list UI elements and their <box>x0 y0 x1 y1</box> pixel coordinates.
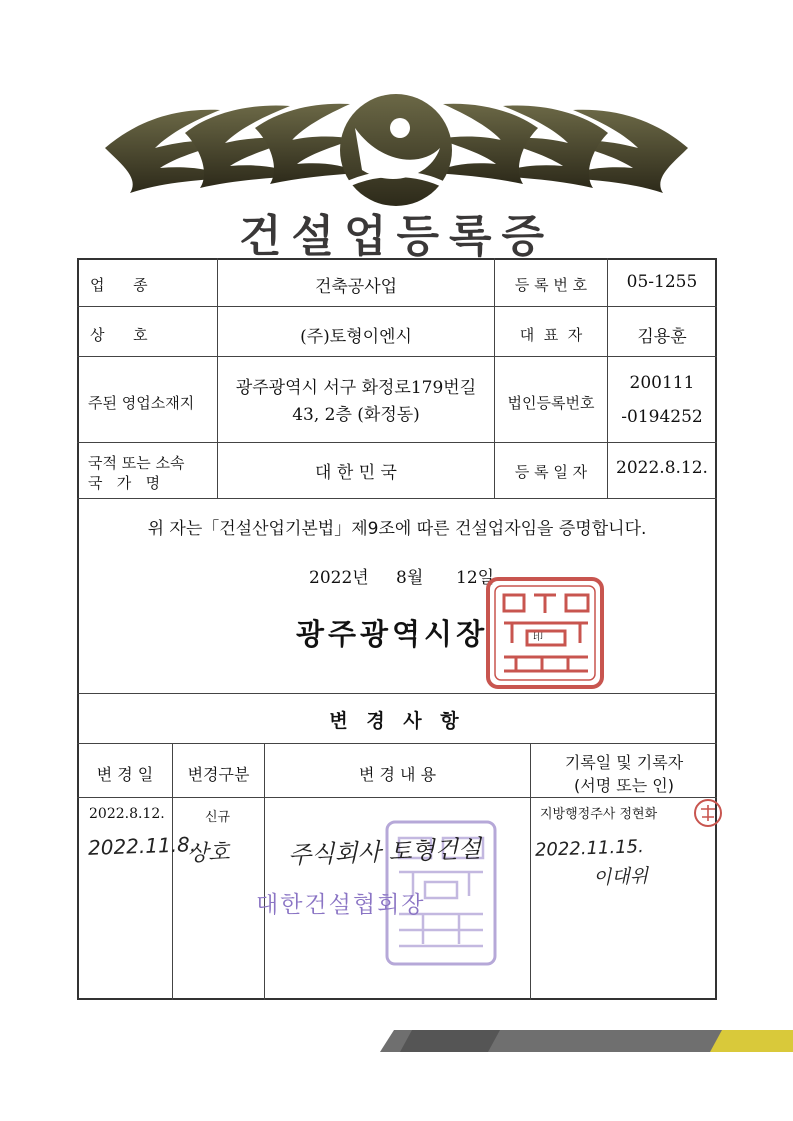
changes-heading: 변 경 사 항 <box>329 710 465 732</box>
record-date-handwritten: 2022.11.15. <box>534 836 645 861</box>
cert-date-year: 2022년 <box>309 568 369 588</box>
cert-date-month: 8월 <box>396 568 424 588</box>
registration-no-label: 등 록 번 호 <box>514 276 588 294</box>
nationality-label-line1: 국적 또는 소속 <box>88 454 185 472</box>
registration-no-value: 05-1255 <box>626 272 698 292</box>
address-value-line2: 43, 2층 (화정동) <box>292 405 420 425</box>
personal-seal-icon <box>692 797 724 829</box>
col-change-date: 변 경 일 <box>96 765 154 784</box>
address-value-line1: 광주광역시 서구 화정로179번길 <box>235 378 477 398</box>
representative-value: 김용훈 <box>637 327 687 347</box>
change-category-handwritten: 상호 <box>186 840 231 867</box>
registration-date-label: 등 록 일 자 <box>514 463 588 481</box>
content-stamp-text: 대한건설협회장 <box>256 892 426 918</box>
change-date-handwritten: 2022.11.8. <box>87 832 197 860</box>
official-seal-icon <box>482 573 608 693</box>
registration-date-value: 2022.8.12. <box>616 458 708 478</box>
nationality-value: 대 한 민 국 <box>315 463 397 483</box>
change-content-handwritten: 주식회사 토형건설 <box>287 834 482 870</box>
col-change-category: 변경구분 <box>187 765 250 784</box>
issuer-mark: 印 <box>533 632 543 643</box>
document-title: 건설업등록증 <box>238 211 555 262</box>
recorder-handwritten: 이대위 <box>592 865 649 889</box>
business-type-value: 건축공사업 <box>314 277 398 297</box>
change-category-printed: 신규 <box>205 810 231 825</box>
change-date-printed: 2022.8.12. <box>89 806 165 822</box>
recorder-printed: 지방행정주사 정현화 <box>540 807 658 822</box>
address-label: 주된 영업소재지 <box>88 394 195 412</box>
corp-reg-no-value-line1: 200111 <box>629 373 695 393</box>
issuer-name: 광주광역시장 <box>296 617 489 651</box>
cert-date-day: 12일 <box>456 568 495 588</box>
representative-label: 대 표 자 <box>519 326 583 344</box>
col-recorder-line1: 기록일 및 기록자 <box>564 753 684 772</box>
nationality-label-line2: 국 가 명 <box>88 474 161 492</box>
trade-name-label: 상 호 <box>90 326 148 344</box>
col-recorder-line2: (서명 또는 인) <box>574 776 674 795</box>
trade-name-value: (주)토형이엔시 <box>300 327 412 347</box>
col-change-content: 변 경 내 용 <box>358 765 437 784</box>
emblem-icon <box>100 88 693 208</box>
business-type-label: 업 종 <box>90 276 148 294</box>
certification-statement: 위 자는「건설산업기본법」제9조에 따른 건설업자임을 증명합니다. <box>147 519 647 539</box>
corp-reg-no-value-line2: -0194252 <box>621 407 703 427</box>
corp-reg-no-label: 법인등록번호 <box>507 394 595 412</box>
decorative-bottom-bar <box>380 1030 793 1052</box>
